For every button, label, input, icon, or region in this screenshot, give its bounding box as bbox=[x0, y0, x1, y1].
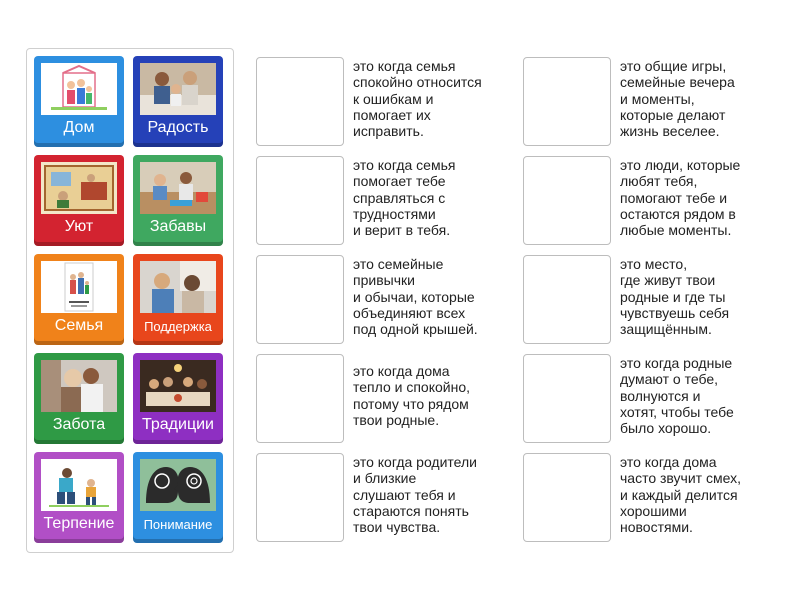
card-label: Семья bbox=[54, 317, 104, 334]
card-radost[interactable] bbox=[133, 56, 223, 147]
answer-card-palette bbox=[26, 48, 234, 553]
card-label: Традиции bbox=[142, 416, 214, 433]
drop-slot[interactable] bbox=[523, 156, 611, 245]
card-uyut[interactable] bbox=[34, 155, 124, 246]
description-text: это место, где живут твои родные и где ты чувствуешь себя защищённым. bbox=[620, 256, 730, 338]
family-book-picture-icon bbox=[41, 261, 117, 313]
card-ponimanie[interactable] bbox=[133, 452, 223, 543]
card-label: Понимание bbox=[143, 517, 213, 532]
description-text: это когда родные думают о тебе, волнуются и хотят, чтобы тебе было хорошо. bbox=[620, 355, 734, 437]
happy-family-photo-icon bbox=[140, 63, 216, 115]
card-label: Терпение bbox=[43, 515, 115, 532]
drop-slot[interactable] bbox=[256, 255, 344, 344]
drop-slot[interactable] bbox=[256, 57, 344, 146]
drop-slot[interactable] bbox=[523, 57, 611, 146]
card-traditsii[interactable] bbox=[133, 353, 223, 444]
family-playing-photo-icon bbox=[140, 162, 216, 214]
description-text: это люди, которые любят тебя, помогают тебе и остаются рядом в любые моменты. bbox=[620, 157, 741, 239]
family-house-picture-icon bbox=[41, 63, 117, 115]
card-dom[interactable] bbox=[34, 56, 124, 147]
card-terpenie[interactable] bbox=[34, 452, 124, 543]
description-text: это когда дома часто звучит смех, и каждый делится хорошими новостями. bbox=[620, 454, 741, 536]
card-label: Уют bbox=[64, 218, 94, 235]
drop-slot[interactable] bbox=[523, 255, 611, 344]
parent-support-photo-icon bbox=[140, 261, 216, 313]
hugging-photo-icon bbox=[41, 360, 117, 412]
card-label: Поддержка bbox=[144, 319, 212, 334]
card-label: Радость bbox=[147, 119, 209, 136]
drop-slot[interactable] bbox=[523, 354, 611, 443]
description-text: это когда семья спокойно относится к ошибкам и помогает их исправить. bbox=[353, 58, 482, 140]
description-text: это когда дома тепло и спокойно, потому что рядом твои родные. bbox=[353, 363, 470, 428]
card-podderzhka[interactable] bbox=[133, 254, 223, 345]
description-text: это когда семья помогает тебе справляться с трудностями и верит в тебя. bbox=[353, 157, 456, 239]
cozy-room-picture-icon bbox=[41, 162, 117, 214]
card-semya[interactable] bbox=[34, 254, 124, 345]
parent-child-picture-icon bbox=[41, 459, 117, 511]
drop-slot[interactable] bbox=[256, 453, 344, 542]
card-label: Дом bbox=[63, 119, 95, 136]
description-text: это когда родители и близкие слушают тебя и стараются понять твои чувства. bbox=[353, 454, 477, 536]
description-text: это семейные привычки и обычаи, которые объединяют всех под одной крышей. bbox=[353, 256, 478, 338]
card-label: Забавы bbox=[149, 218, 207, 235]
card-zabota[interactable] bbox=[34, 353, 124, 444]
drop-slot[interactable] bbox=[256, 156, 344, 245]
description-text: это общие игры, семейные вечера и моменты, которые делают жизнь веселее. bbox=[620, 58, 735, 140]
family-dinner-photo-icon bbox=[140, 360, 216, 412]
heads-understanding-picture-icon bbox=[140, 459, 216, 511]
card-label: Забота bbox=[52, 416, 106, 433]
drop-slot[interactable] bbox=[523, 453, 611, 542]
card-zabavy[interactable] bbox=[133, 155, 223, 246]
drop-slot[interactable] bbox=[256, 354, 344, 443]
